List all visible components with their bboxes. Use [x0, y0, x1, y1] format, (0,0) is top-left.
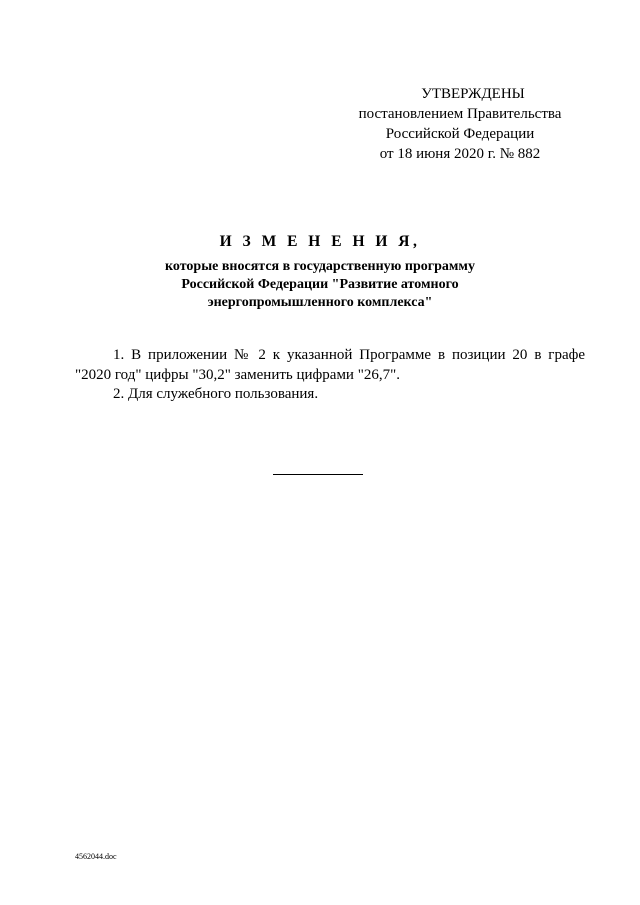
paragraph-item-2-line-1: 2. Для служебного пользования. [113, 386, 319, 402]
subheading-line-1: которые вносятся в государственную программу [165, 259, 475, 274]
paragraph-item-2 [75, 385, 585, 405]
paragraph-item-1-line-2: "2020 год" цифры "30,2" заменить цифрами "26,7". [75, 366, 400, 383]
approval-title: УТВЕРЖДЕНЫ [421, 86, 525, 102]
closing-divider [273, 474, 363, 475]
paragraph-item-1-line-1: 1. В приложении № 2 к указанной Программе в позиции 20 в графе [113, 347, 585, 363]
approval-authority: постановлением Правительства [358, 106, 562, 122]
approval-country: Российской Федерации [385, 126, 535, 142]
subheading-line-2: Российской Федерации "Развитие атомного [181, 277, 459, 292]
footer-file-name: 4562044.doc [75, 852, 117, 861]
approval-date-number: от 18 июня 2020 г. № 882 [379, 146, 541, 162]
document-subheading [100, 258, 540, 312]
subheading-line-3: энергопромышленного комплекса" [207, 295, 433, 310]
document-body [75, 346, 585, 405]
approval-stamp [330, 84, 590, 164]
document-heading: И З М Е Н Е Н И Я, [219, 233, 421, 250]
paragraph-item-1 [75, 346, 585, 385]
